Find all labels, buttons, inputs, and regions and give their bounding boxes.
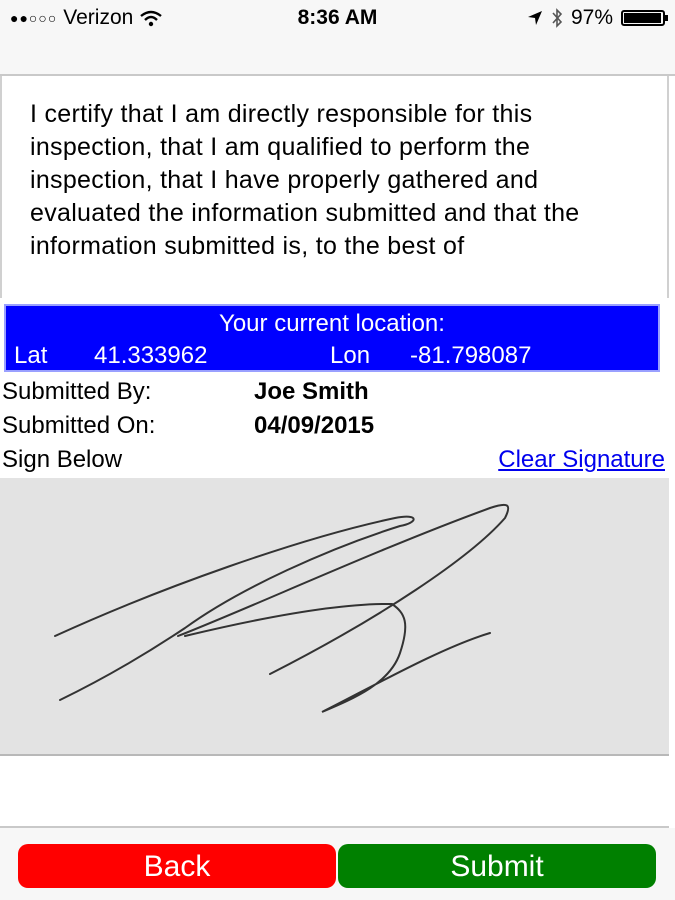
certification-text: I certify that I am directly responsible for this inspection, that I am qualified to perform the inspection, that I have properly gathered and evaluated the information submitted and that the information submitted is, to the best of — [30, 100, 580, 260]
location-banner — [4, 304, 660, 372]
blank-area — [0, 756, 669, 828]
signature-stroke — [0, 478, 669, 754]
status-right — [527, 6, 665, 30]
header-band — [0, 34, 675, 76]
signal-strength-icon: ●●○○○ — [10, 10, 58, 26]
submitted-on-label: Submitted On: — [2, 412, 156, 439]
location-title: Your current location: — [219, 310, 445, 337]
submitted-on-value: 04/09/2015 — [254, 412, 375, 439]
battery-percent: 97% — [570, 6, 613, 29]
clear-signature-link[interactable]: Clear Signature — [498, 446, 665, 473]
status-time: 8:36 AM — [297, 6, 378, 29]
bluetooth-icon — [551, 8, 563, 28]
carrier-name: Verizon — [63, 6, 134, 29]
submitted-by-label: Submitted By: — [2, 378, 152, 405]
status-bar — [0, 0, 675, 34]
location-arrow-icon — [527, 10, 543, 26]
battery-fill — [624, 13, 661, 23]
battery-icon — [621, 10, 665, 26]
back-button[interactable]: Back — [18, 844, 336, 888]
submit-button[interactable]: Submit — [338, 844, 656, 888]
latitude-label: Lat — [14, 342, 48, 369]
longitude-value: -81.798087 — [410, 342, 532, 369]
longitude-label: Lon — [330, 342, 371, 369]
sign-below-label: Sign Below — [2, 446, 123, 473]
signature-pad[interactable] — [0, 478, 669, 756]
latitude-value: 41.333962 — [94, 342, 208, 369]
certification-panel[interactable] — [0, 76, 669, 298]
submitted-by-value: Joe Smith — [254, 378, 369, 405]
